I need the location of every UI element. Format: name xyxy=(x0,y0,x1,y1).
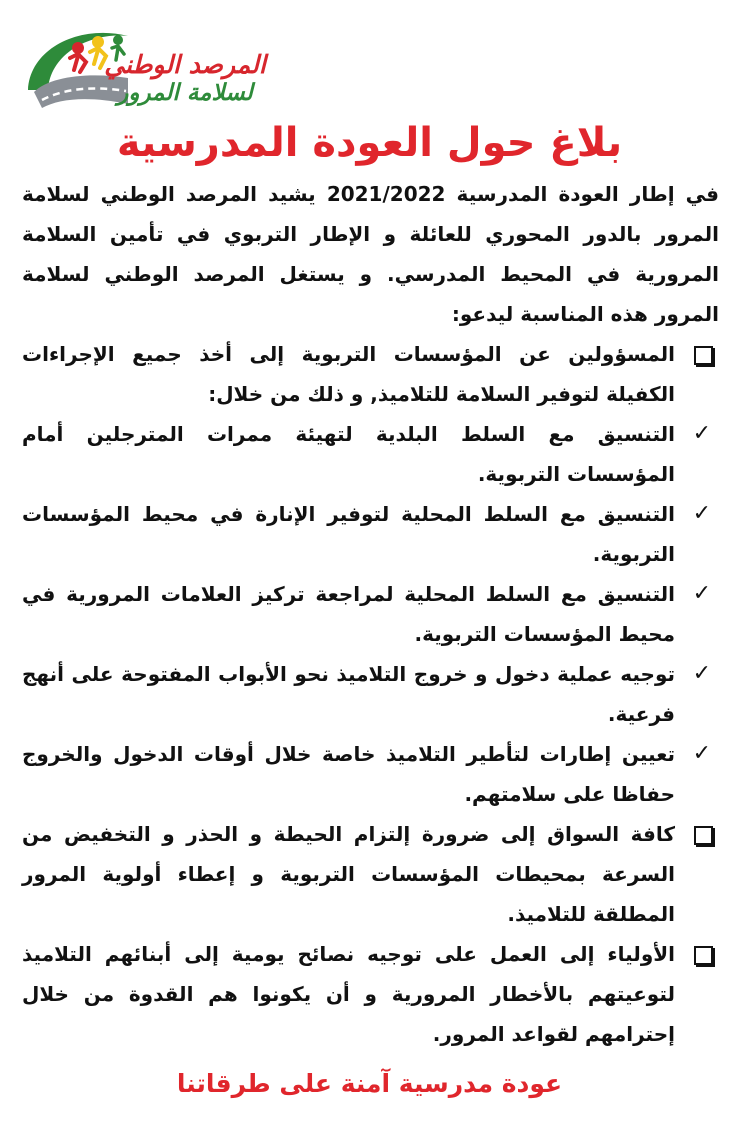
logo-line1: المرصد الوطني xyxy=(104,50,266,79)
list-item-text: التنسيق مع السلط البلدية لتهيئة ممرات المترجلين أمام المؤسسات التربوية. xyxy=(22,422,675,486)
list-item-text: كافة السواق إلى ضرورة إلتزام الحيطة و الحذر و التخفيض من السرعة بمحيطات المؤسسات التربوية و إعطاء أولوية المرور المطلقة للتلاميذ. xyxy=(22,822,675,926)
list-item-text: الأولياء إلى العمل على توجيه نصائح يومية إلى أبنائهم التلاميذ لتوعيتهم بالأخطار المرورية و أن يكونوا هم القدوة من خلال إحترامهم لقواعد المرور. xyxy=(22,942,675,1046)
list-item xyxy=(22,414,719,494)
checkmark-icon: ✓ xyxy=(692,741,711,766)
list-item xyxy=(22,654,719,734)
footer-slogan: عودة مدرسية آمنة على طرقاتنا xyxy=(176,1069,563,1098)
list-item xyxy=(22,494,719,574)
list-item-text: توجيه عملية دخول و خروج التلاميذ نحو الأبواب المفتوحة على أنهج فرعية. xyxy=(22,662,675,726)
empty-square-icon xyxy=(694,826,713,845)
list-item xyxy=(22,574,719,654)
logo-line2: لسلامة المرور xyxy=(117,80,253,106)
empty-square-icon xyxy=(694,946,713,965)
checkmark-icon: ✓ xyxy=(692,501,711,526)
page-title: بلاغ حول العودة المدرسية xyxy=(116,120,623,166)
document-body xyxy=(22,174,719,1054)
item-list xyxy=(22,334,719,1054)
list-item-text: التنسيق مع السلط المحلية لتوفير الإنارة في محيط المؤسسات التربوية. xyxy=(22,502,675,566)
logo xyxy=(20,18,300,118)
list-item-text: التنسيق مع السلط المحلية لمراجعة تركيز العلامات المرورية في محيط المؤسسات التربوية. xyxy=(22,582,675,646)
list-item-text: المسؤولين عن المؤسسات التربوية إلى أخذ جميع الإجراءات الكفيلة لتوفير السلامة للتلاميذ, و ذلك من خلال: xyxy=(22,342,675,406)
list-item xyxy=(22,334,719,414)
empty-square-icon xyxy=(694,346,713,365)
checkmark-icon: ✓ xyxy=(692,661,711,686)
intro-paragraph: في إطار العودة المدرسية 2021/2022 يشيد المرصد الوطني لسلامة المرور بالدور المحوري للعائلة و الإطار التربوي في تأمين السلامة المرورية في المحيط المدرسي. و يستغل المرصد الوطني لسلامة المرور هذه المناسبة ليدعو: xyxy=(22,182,719,326)
list-item xyxy=(22,734,719,814)
checkmark-icon: ✓ xyxy=(692,581,711,606)
list-item-text: تعيين إطارات لتأطير التلاميذ خاصة خلال أوقات الدخول والخروج حفاظا على سلامتهم. xyxy=(22,742,675,806)
list-item xyxy=(22,934,719,1054)
checkmark-icon: ✓ xyxy=(692,421,711,446)
list-item xyxy=(22,814,719,934)
